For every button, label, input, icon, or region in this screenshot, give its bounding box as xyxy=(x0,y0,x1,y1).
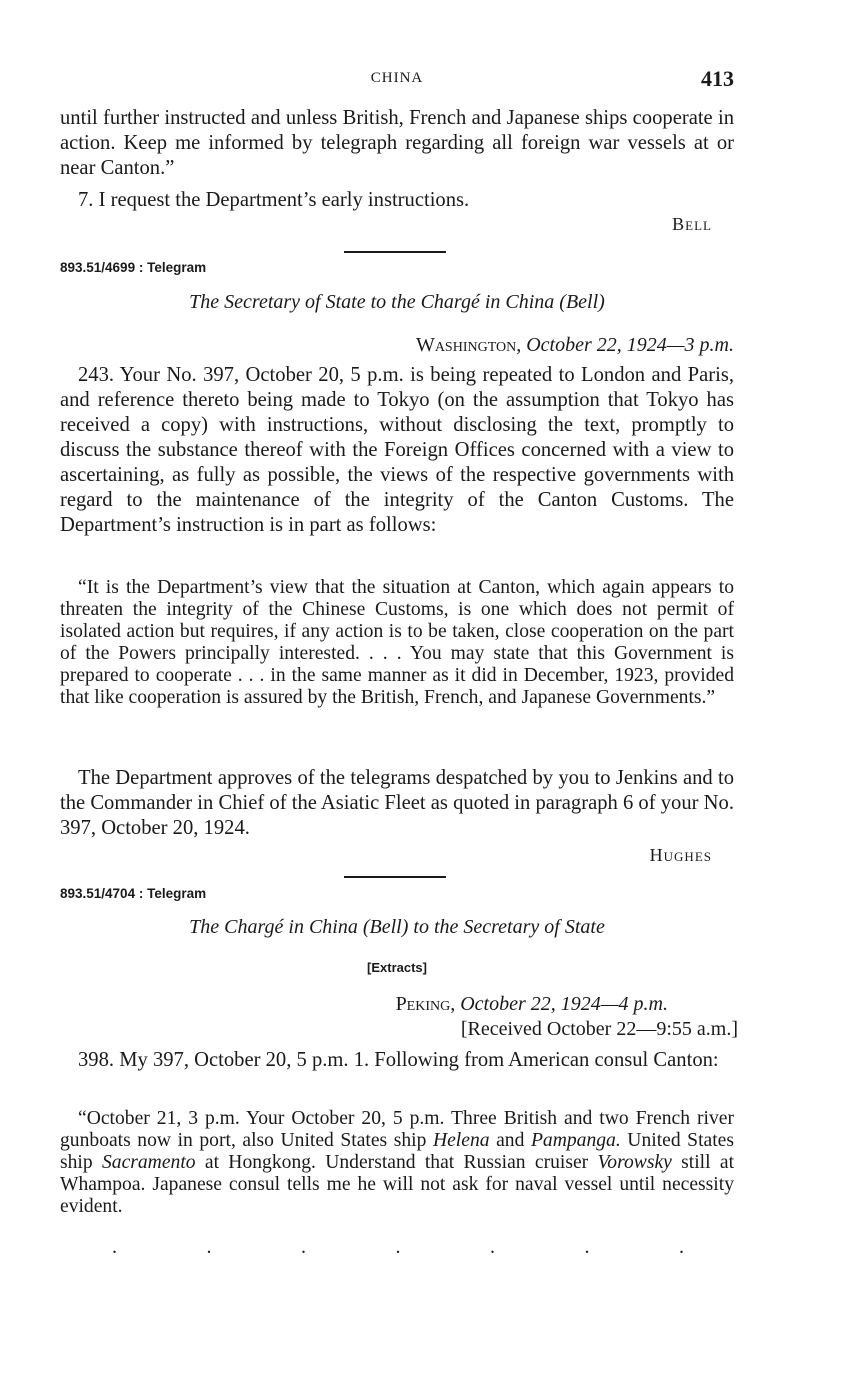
telegram-243-paragraph: 243. Your No. 397, October 20, 5 p.m. is being repeated to London and Paris, and reference thereto being made to Tokyo (on the assumption that Tokyo has received a copy) with instructions, without disclosing the text, promptly to discuss the substance thereof with the Foreign Offices concerned with a view to ascertaining, as fully as possible, the views of the respective governments with regard to the maintenance of the integrity of the Canton Customs. The Department’s instruction is in part as follows: xyxy=(60,364,734,536)
file-number: 893.51/4699 : Telegram xyxy=(60,260,207,275)
running-head xyxy=(60,66,734,94)
document-heading: The Chargé in China (Bell) to the Secretary of State xyxy=(189,916,605,938)
quote-text: United States ship xyxy=(60,1130,734,1173)
item-7-paragraph: 7. I request the Department’s early instructions. xyxy=(78,189,470,211)
ship-name: Sacramento xyxy=(101,1152,196,1173)
dateline-date: October 22, 1924—3 p.m. xyxy=(526,334,734,356)
quote-text: “October 21, 3 p.m. Your October 20, 5 p.m. Three British and two French river gunboats now in port, also United States ship xyxy=(60,1108,734,1151)
omission-dot: . xyxy=(679,1236,684,1258)
dateline-place: Washington, xyxy=(415,334,522,356)
approval-paragraph: The Department approves of the telegrams despatched by you to Jenkins and to the Commander in Chief of the Asiatic Fleet as quoted in paragraph 6 of your No. 397, October 20, 1924. xyxy=(60,767,734,839)
signature-bell: Bell xyxy=(672,214,712,234)
dateline-place: Peking, xyxy=(395,993,456,1015)
received-note: [Received October 22—9:55 a.m.] xyxy=(460,1018,738,1040)
section-divider xyxy=(344,876,446,878)
omission-dot: . xyxy=(206,1236,212,1258)
signature-hughes: Hughes xyxy=(649,845,712,865)
telegram-398-paragraph: 398. My 397, October 20, 5 p.m. 1. Following from American consul Canton: xyxy=(78,1049,719,1071)
page-number: 413 xyxy=(701,66,734,91)
continuation-paragraph: until further instructed and unless British, French and Japanese ships cooperate in action. Keep me informed by telegraph regarding all foreign war vessels at or near Canton.” xyxy=(60,107,734,179)
ship-name: Helena xyxy=(432,1130,490,1151)
omission-dot: . xyxy=(301,1236,306,1258)
quoted-instruction: “It is the Department’s view that the situation at Canton, which again appears to threaten the integrity of the Chinese Customs, is one which does not permit of isolated action but requires, if any action is to be taken, close cooperation on the part of the Powers principally interested. . . . You may state that this Government is prepared to cooperate . . . in the same manner as it did in December, 1923, provided that like cooperation is assured by the British, French, and Japanese Governments.” xyxy=(60,577,734,708)
document-heading: The Secretary of State to the Chargé in China (Bell) xyxy=(189,291,605,313)
ship-name: Vorowsky xyxy=(597,1152,672,1173)
omission-dot: . xyxy=(584,1236,590,1258)
dateline-date: October 22, 1924—4 p.m. xyxy=(460,993,668,1015)
omission-dot: . xyxy=(112,1236,117,1258)
quote-text: at Hongkong. Understand that Russian cruiser xyxy=(195,1152,598,1173)
running-head-title: CHINA xyxy=(370,70,424,86)
document-page xyxy=(60,0,738,1379)
omission-dot: . xyxy=(490,1236,495,1258)
file-number: 893.51/4704 : Telegram xyxy=(60,886,207,901)
quote-text: still at Whampoa. Japanese consul tells me he will not ask for naval vessel until necessity evident. xyxy=(60,1152,735,1217)
section-divider xyxy=(344,251,446,253)
extracts-note: [Extracts] xyxy=(367,960,427,975)
consul-quote xyxy=(60,1108,734,1218)
omission-dots xyxy=(60,1236,734,1259)
quote-text: and xyxy=(489,1130,531,1151)
dateline xyxy=(396,993,668,1016)
omission-dot: . xyxy=(395,1236,401,1258)
dateline xyxy=(416,334,734,357)
ship-name: Pampanga. xyxy=(530,1130,621,1151)
